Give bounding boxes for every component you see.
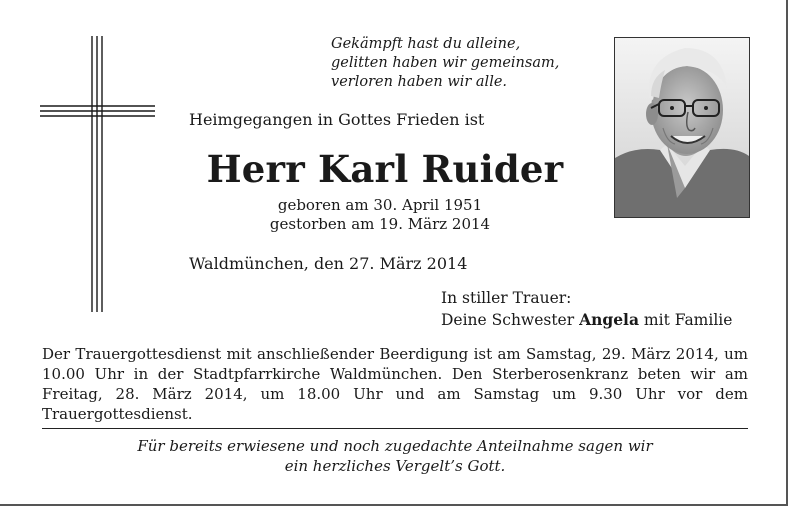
mourners-highlight: Angela xyxy=(579,310,639,329)
mourners xyxy=(441,287,732,331)
service-details: Der Trauergottesdienst mit anschließender Beerdigung ist am Samstag, 29. März 2014, um 10.00 Uhr in der Stadtpfarrkirche Waldmünchen. Den Sterberosenkranz beten wir am Freitag, 28. März 2014, um 18.00 Uhr und am Samstag um 9.30 Uhr vor dem Trauergottesdienst. xyxy=(42,345,748,423)
poem xyxy=(331,35,591,92)
portrait-photo xyxy=(614,37,750,218)
mourners-heading: In stiller Trauer: xyxy=(441,289,572,307)
poem-line: verloren haben wir alle. xyxy=(331,74,508,90)
poem-line: Gekämpft hast du alleine, xyxy=(331,36,521,52)
death-date: gestorben am 19. März 2014 xyxy=(269,215,491,233)
deceased-name: Herr Karl Ruider xyxy=(206,147,564,191)
closing-line: ein herzliches Vergelt’s Gott. xyxy=(284,457,506,475)
life-dates xyxy=(200,196,560,234)
closing-note xyxy=(42,436,748,476)
divider xyxy=(42,428,748,429)
poem-line: gelitten haben wir gemeinsam, xyxy=(331,55,560,71)
mourners-suffix: mit Familie xyxy=(639,311,733,329)
mourners-prefix: Deine Schwester xyxy=(441,311,580,329)
place-date: Waldmünchen, den 27. März 2014 xyxy=(189,254,468,273)
cross-icon xyxy=(40,36,155,312)
closing-line: Für bereits erwiesene und noch zugedachte Anteilnahme sagen wir xyxy=(137,437,653,455)
portrait-image xyxy=(615,38,749,217)
birth-date: geboren am 30. April 1951 xyxy=(277,196,483,214)
intro-text: Heimgegangen in Gottes Frieden ist xyxy=(189,110,485,129)
mourners-names xyxy=(441,309,732,331)
